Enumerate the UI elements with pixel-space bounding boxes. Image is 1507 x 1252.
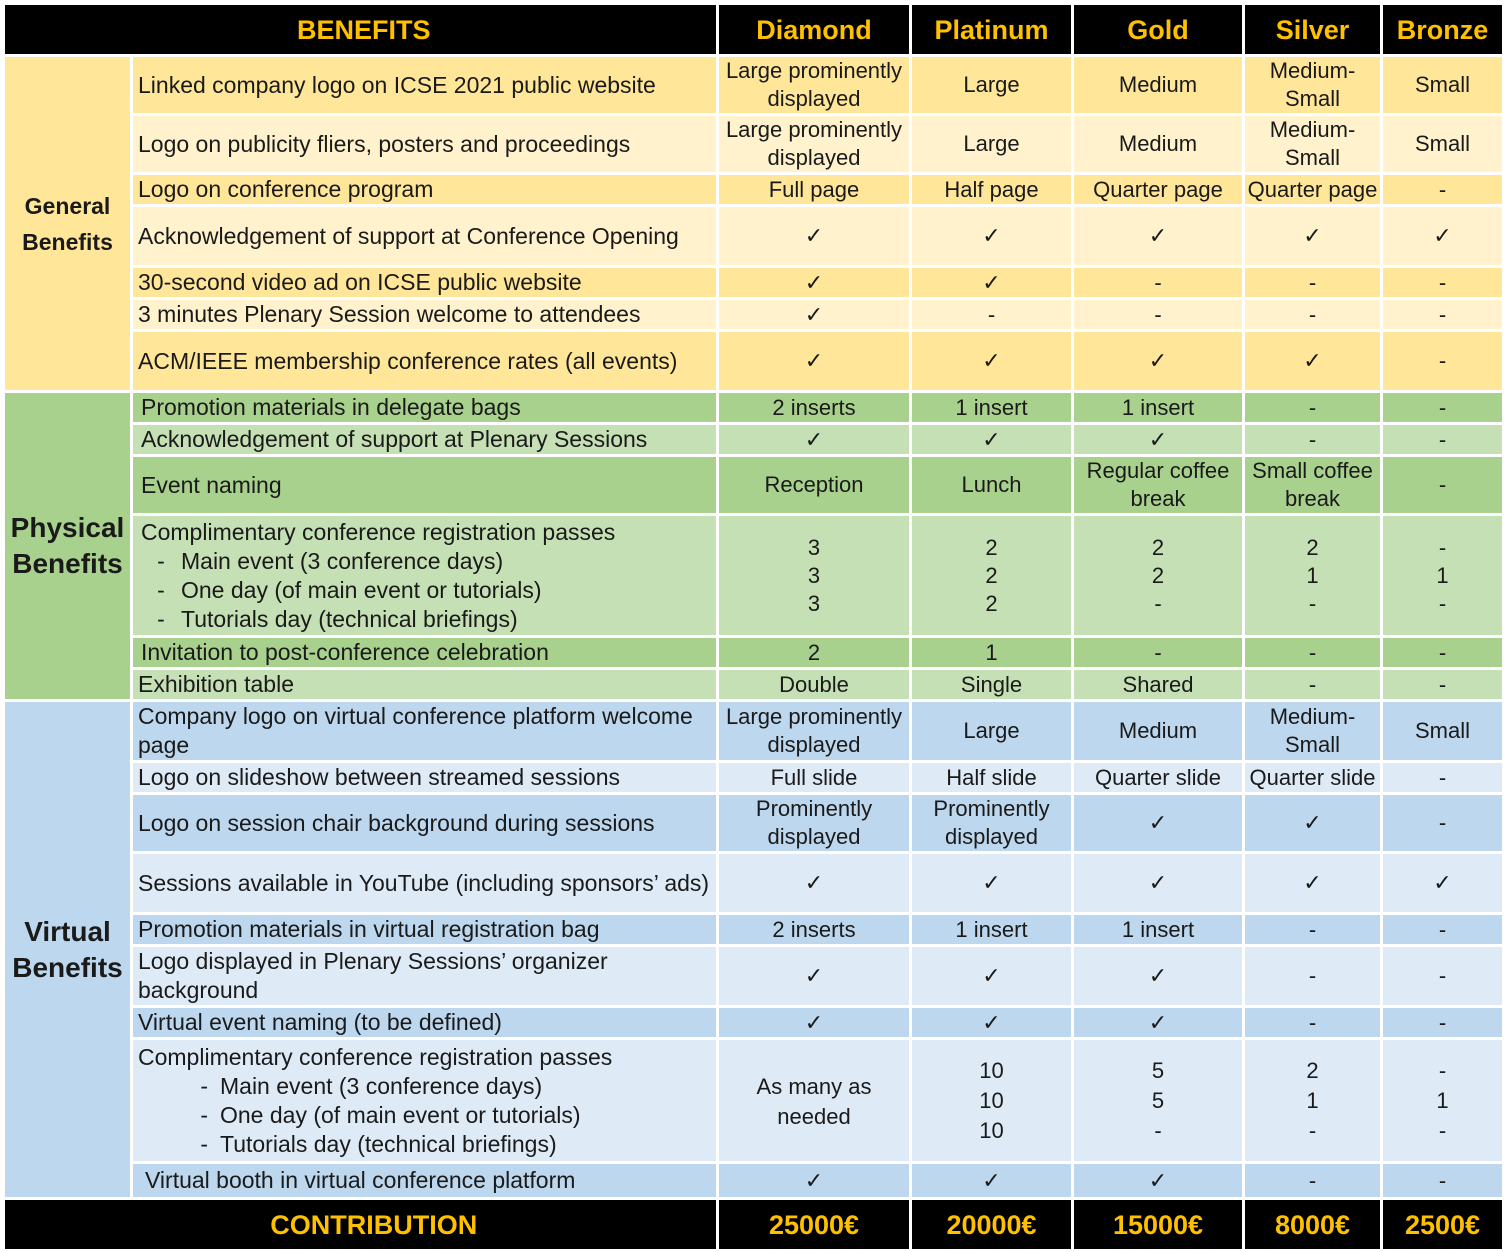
- contribution-label: CONTRIBUTION: [132, 1199, 718, 1251]
- benefit-value: -: [1244, 299, 1382, 331]
- benefit-value: Large: [911, 115, 1073, 174]
- benefit-value: Large prominently displayed: [718, 701, 911, 762]
- pass-values: - 1 -: [1382, 1039, 1504, 1163]
- benefit-label: Event naming: [132, 456, 718, 515]
- benefit-value: ✓: [911, 267, 1073, 299]
- benefit-value: -: [1382, 1007, 1504, 1039]
- benefit-value: Large prominently displayed: [718, 56, 911, 115]
- category-label: Virtual: [24, 915, 111, 947]
- benefit-value: Half page: [911, 174, 1073, 206]
- passes-title: Complimentary conference registration passes: [138, 1043, 613, 1070]
- benefit-value: Large: [911, 701, 1073, 762]
- table-row: [4, 1007, 1504, 1039]
- benefit-value: ✓: [1073, 1007, 1244, 1039]
- pass-item: One day (of main event or tutorials): [181, 576, 542, 603]
- benefit-value: Medium: [1073, 56, 1244, 115]
- benefit-value: 1 insert: [911, 392, 1073, 424]
- footer-spacer: [4, 1199, 132, 1251]
- contribution-gold: 15000€: [1073, 1199, 1244, 1251]
- benefit-value: Prominently displayed: [718, 794, 911, 853]
- benefit-label: Linked company logo on ICSE 2021 public website: [132, 56, 718, 115]
- benefit-value: Medium-Small: [1244, 701, 1382, 762]
- benefit-value: -: [1382, 267, 1504, 299]
- benefit-value: -: [1382, 794, 1504, 853]
- benefit-value: -: [1382, 424, 1504, 456]
- benefit-value: Quarter slide: [1244, 762, 1382, 794]
- benefit-value: Medium-Small: [1244, 115, 1382, 174]
- pass-item: Tutorials day (technical briefings): [220, 1130, 557, 1157]
- benefit-value: ✓: [718, 331, 911, 392]
- benefit-value: Large prominently displayed: [718, 115, 911, 174]
- table-row: [4, 701, 1504, 762]
- table-row: [4, 669, 1504, 701]
- sponsorship-table: [2, 2, 1505, 1252]
- benefit-value: -: [1244, 946, 1382, 1007]
- benefit-value: Small: [1382, 56, 1504, 115]
- passes-label: Complimentary conference registration passes - Main event (3 conference days) - One day (of main event or tutorials) - Tutorials day (technical briefings): [132, 1039, 718, 1163]
- benefit-label: 3 minutes Plenary Session welcome to attendees: [132, 299, 718, 331]
- table-row: [4, 174, 1504, 206]
- table-row: [4, 424, 1504, 456]
- benefit-value: ✓: [718, 1007, 911, 1039]
- table-row: [4, 637, 1504, 669]
- category-label: Benefits: [12, 951, 123, 983]
- table-row: [4, 946, 1504, 1007]
- benefit-label: Sessions available in YouTube (including sponsors’ ads): [132, 853, 718, 914]
- pass-values: 2 2 2: [911, 515, 1073, 637]
- benefit-value: -: [1382, 1163, 1504, 1199]
- tier-header-silver: Silver: [1244, 4, 1382, 56]
- benefit-value: ✓: [1073, 853, 1244, 914]
- pass-values: As many as needed: [718, 1039, 911, 1163]
- benefit-value: 1 insert: [1073, 392, 1244, 424]
- benefit-value: 1 insert: [1073, 914, 1244, 946]
- tier-header-diamond: Diamond: [718, 4, 911, 56]
- pass-values: 2 1 -: [1244, 515, 1382, 637]
- benefit-value: ✓: [718, 853, 911, 914]
- benefits-header: BENEFITS: [132, 4, 718, 56]
- benefit-value: Double: [718, 669, 911, 701]
- benefit-value: Quarter page: [1244, 174, 1382, 206]
- table-row: [4, 853, 1504, 914]
- contribution-platinum: 20000€: [911, 1199, 1073, 1251]
- pass-values: 10 10 10: [911, 1039, 1073, 1163]
- benefit-value: 1 insert: [911, 914, 1073, 946]
- table-row: [4, 515, 1504, 637]
- benefit-value: ✓: [911, 424, 1073, 456]
- pass-values: 2 2 -: [1073, 515, 1244, 637]
- benefit-value: ✓: [1244, 206, 1382, 267]
- benefit-value: ✓: [1382, 853, 1504, 914]
- passes-label: Complimentary conference registration passes - Main event (3 conference days) - One day (of main event or tutorials) - Tutorials day (technical briefings): [132, 515, 718, 637]
- benefit-value: ✓: [1244, 331, 1382, 392]
- benefit-value: -: [1073, 299, 1244, 331]
- contribution-silver: 8000€: [1244, 1199, 1382, 1251]
- benefit-value: -: [1382, 946, 1504, 1007]
- benefit-value: -: [1244, 1163, 1382, 1199]
- benefit-value: -: [1244, 267, 1382, 299]
- tier-header-gold: Gold: [1073, 4, 1244, 56]
- benefit-value: ✓: [1382, 206, 1504, 267]
- benefit-value: ✓: [911, 206, 1073, 267]
- category-virtual: [4, 701, 132, 1199]
- benefit-value: ✓: [911, 331, 1073, 392]
- benefit-value: ✓: [1244, 853, 1382, 914]
- benefit-label: 30-second video ad on ICSE public website: [132, 267, 718, 299]
- benefit-value: 2: [718, 637, 911, 669]
- benefit-value: -: [1244, 669, 1382, 701]
- benefit-value: ✓: [718, 299, 911, 331]
- benefit-value: -: [1382, 174, 1504, 206]
- benefit-value: 2 inserts: [718, 914, 911, 946]
- benefit-value: Medium: [1073, 115, 1244, 174]
- table-row: [4, 914, 1504, 946]
- benefit-value: ✓: [718, 206, 911, 267]
- benefit-value: -: [1244, 392, 1382, 424]
- benefit-value: -: [1382, 762, 1504, 794]
- benefit-value: 2 inserts: [718, 392, 911, 424]
- benefit-value: ✓: [1073, 206, 1244, 267]
- benefit-value: ✓: [1073, 794, 1244, 853]
- benefit-value: -: [1382, 637, 1504, 669]
- benefit-value: -: [1382, 456, 1504, 515]
- benefit-value: -: [1244, 1007, 1382, 1039]
- pass-values: 3 3 3: [718, 515, 911, 637]
- benefit-value: Shared: [1073, 669, 1244, 701]
- pass-item: Tutorials day (technical briefings): [181, 605, 518, 632]
- table-row: [4, 456, 1504, 515]
- benefit-label: Acknowledgement of support at Plenary Sessions: [132, 424, 718, 456]
- pass-values: - 1 -: [1382, 515, 1504, 637]
- table-row: [4, 299, 1504, 331]
- benefit-value: -: [1073, 637, 1244, 669]
- benefit-label: Logo on slideshow between streamed sessions: [132, 762, 718, 794]
- benefit-value: Full page: [718, 174, 911, 206]
- benefit-label: Logo on conference program: [132, 174, 718, 206]
- benefit-value: Lunch: [911, 456, 1073, 515]
- category-label: Physical: [10, 512, 125, 543]
- benefit-value: -: [1382, 669, 1504, 701]
- benefit-value: ✓: [718, 946, 911, 1007]
- benefit-value: Small: [1382, 701, 1504, 762]
- category-general: [4, 56, 132, 392]
- category-label: Benefits: [12, 548, 123, 579]
- benefit-value: Full slide: [718, 762, 911, 794]
- benefit-value: Medium: [1073, 701, 1244, 762]
- benefit-value: Quarter slide: [1073, 762, 1244, 794]
- contribution-bronze: 2500€: [1382, 1199, 1504, 1251]
- benefit-label: ACM/IEEE membership conference rates (all events): [132, 331, 718, 392]
- benefit-value: Regular coffee break: [1073, 456, 1244, 515]
- benefit-label: Promotion materials in virtual registration bag: [132, 914, 718, 946]
- benefit-value: -: [1382, 914, 1504, 946]
- benefit-value: ✓: [718, 424, 911, 456]
- benefit-value: -: [1244, 637, 1382, 669]
- benefit-value: Quarter page: [1073, 174, 1244, 206]
- benefit-value: -: [1382, 331, 1504, 392]
- table-row: [4, 794, 1504, 853]
- category-label: Benefits: [22, 228, 113, 255]
- benefit-value: ✓: [911, 1163, 1073, 1199]
- contribution-diamond: 25000€: [718, 1199, 911, 1251]
- benefit-value: ✓: [911, 946, 1073, 1007]
- benefit-label: Logo on publicity fliers, posters and proceedings: [132, 115, 718, 174]
- table-row: [4, 206, 1504, 267]
- table-row: [4, 392, 1504, 424]
- pass-values: 5 5 -: [1073, 1039, 1244, 1163]
- benefit-label: Invitation to post-conference celebration: [132, 637, 718, 669]
- benefit-value: ✓: [911, 1007, 1073, 1039]
- category-label: General: [24, 192, 111, 219]
- benefit-value: ✓: [1073, 946, 1244, 1007]
- benefit-value: ✓: [1244, 794, 1382, 853]
- benefit-label: Promotion materials in delegate bags: [132, 392, 718, 424]
- pass-item: Main event (3 conference days): [220, 1072, 543, 1099]
- benefit-label: Exhibition table: [132, 669, 718, 701]
- benefit-value: ✓: [1073, 424, 1244, 456]
- benefit-label: Company logo on virtual conference platform welcome page: [132, 701, 718, 762]
- benefit-label: Virtual event naming (to be defined): [132, 1007, 718, 1039]
- benefit-value: ✓: [911, 853, 1073, 914]
- benefit-value: -: [1244, 914, 1382, 946]
- benefit-value: ✓: [718, 1163, 911, 1199]
- tier-header-platinum: Platinum: [911, 4, 1073, 56]
- passes-title: Complimentary conference registration passes: [141, 518, 616, 545]
- category-physical: [4, 392, 132, 701]
- table-row: [4, 56, 1504, 115]
- table-row: [4, 762, 1504, 794]
- benefit-value: Single: [911, 669, 1073, 701]
- benefit-label: Logo displayed in Plenary Sessions’ organizer background: [132, 946, 718, 1007]
- benefit-value: -: [1382, 392, 1504, 424]
- benefit-value: Small coffee break: [1244, 456, 1382, 515]
- benefit-value: -: [1244, 424, 1382, 456]
- pass-item: One day (of main event or tutorials): [220, 1101, 581, 1128]
- benefit-value: ✓: [718, 267, 911, 299]
- benefit-value: ✓: [1073, 331, 1244, 392]
- header-spacer: [4, 4, 132, 56]
- pass-item: Main event (3 conference days): [181, 547, 504, 574]
- table-row: [4, 1163, 1504, 1199]
- benefit-value: ✓: [1073, 1163, 1244, 1199]
- pass-values: 2 1 -: [1244, 1039, 1382, 1163]
- table-row: [4, 1039, 1504, 1163]
- benefit-value: 1: [911, 637, 1073, 669]
- tier-header-bronze: Bronze: [1382, 4, 1504, 56]
- benefit-label: Virtual booth in virtual conference platform: [132, 1163, 718, 1199]
- benefit-value: Half slide: [911, 762, 1073, 794]
- benefit-value: Medium-Small: [1244, 56, 1382, 115]
- benefit-value: -: [1382, 299, 1504, 331]
- table-row: [4, 267, 1504, 299]
- benefit-value: -: [911, 299, 1073, 331]
- benefit-value: Small: [1382, 115, 1504, 174]
- table-row: [4, 115, 1504, 174]
- benefit-value: Prominently displayed: [911, 794, 1073, 853]
- table-row: [4, 331, 1504, 392]
- benefit-value: Reception: [718, 456, 911, 515]
- benefit-value: Large: [911, 56, 1073, 115]
- benefit-value: -: [1073, 267, 1244, 299]
- benefit-label: Acknowledgement of support at Conference Opening: [132, 206, 718, 267]
- contribution-row: [4, 1199, 1504, 1251]
- benefit-label: Logo on session chair background during sessions: [132, 794, 718, 853]
- header-row: [4, 4, 1504, 56]
